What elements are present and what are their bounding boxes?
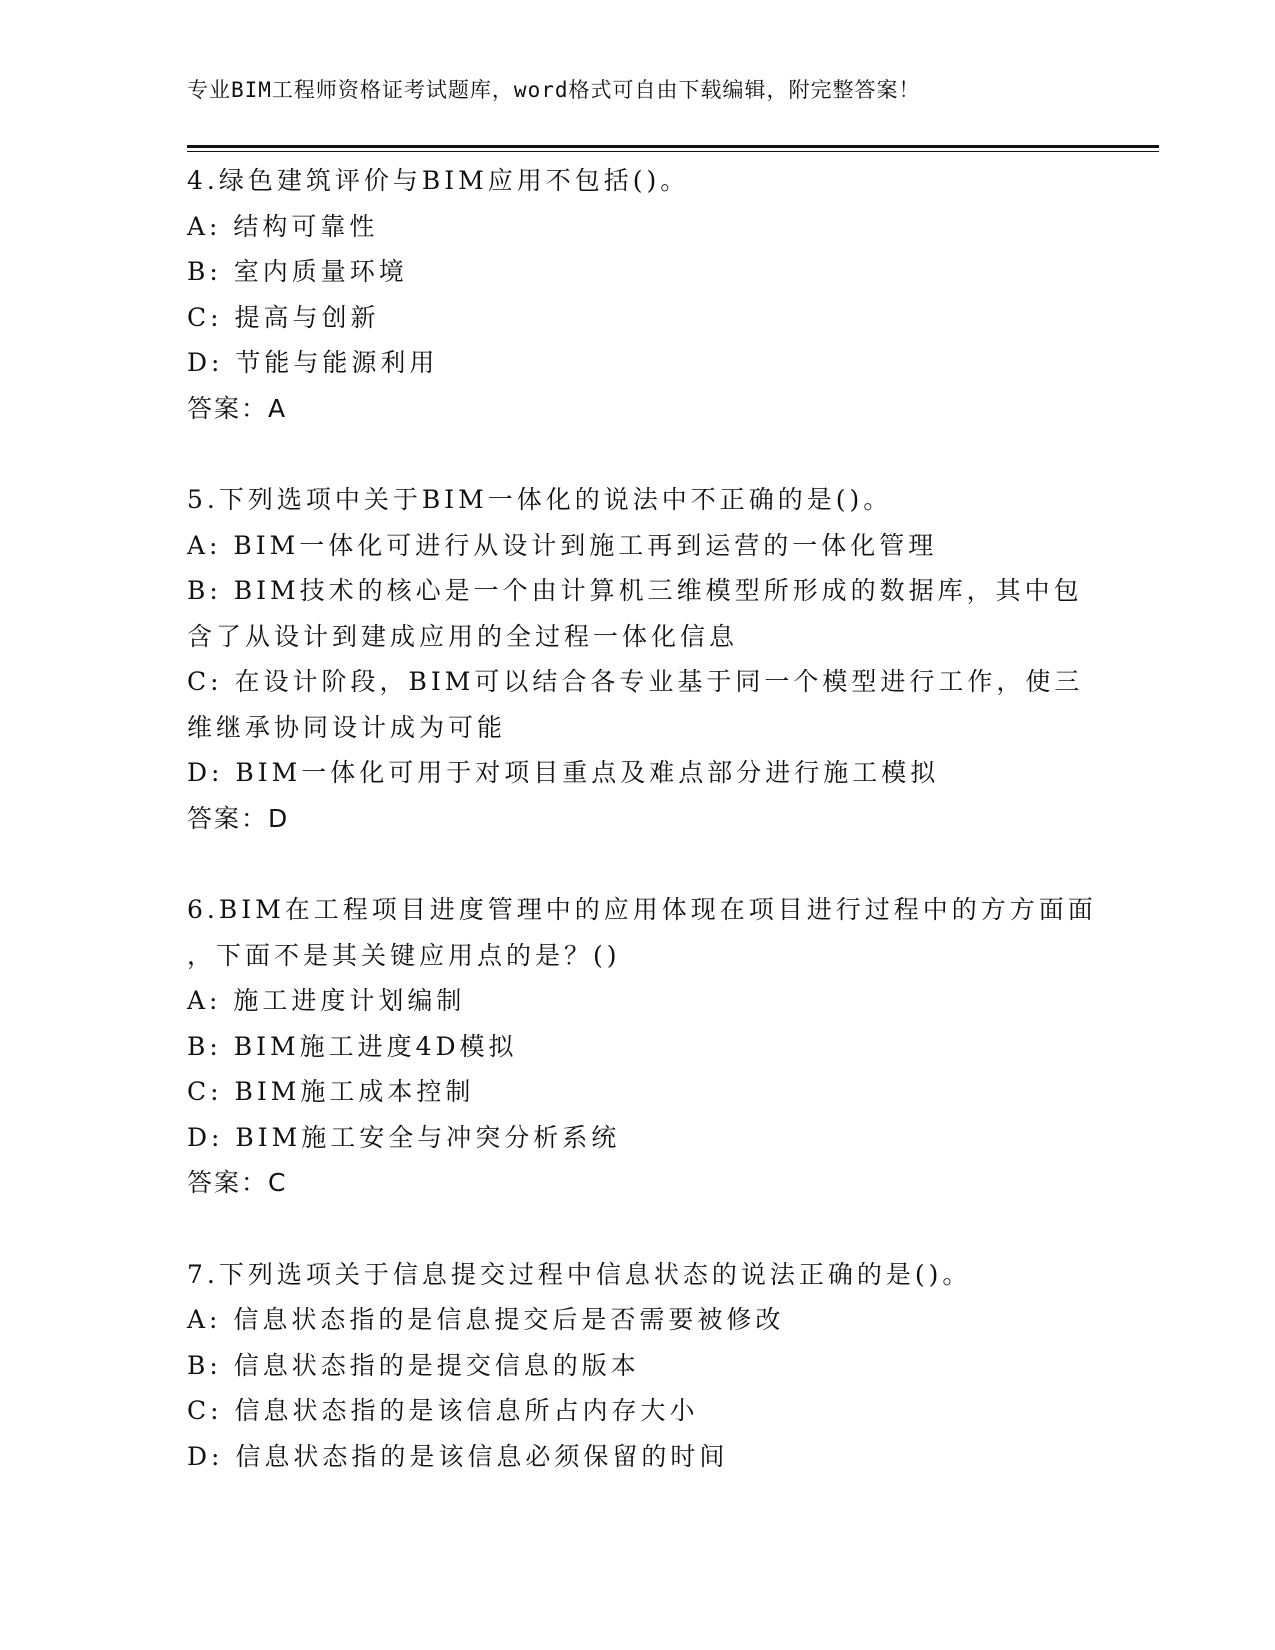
option-c: C: 提高与创新 [187,302,380,332]
answer-line: 答案：D [187,803,290,833]
option-b-continued: 含了从设计到建成应用的全过程一体化信息 [187,621,739,651]
option-d: D: 信息状态指的是该信息必须保留的时间 [187,1441,729,1471]
option-c-continued: 维继承协同设计成为可能 [187,712,507,742]
option-a: A: 结构可靠性 [187,211,379,241]
page-header: 专业BIM工程师资格证考试题库，word格式可自由下载编辑，附完整答案！ [187,78,921,102]
question-4 [187,158,1087,431]
question-5 [187,477,1087,841]
answer-line: 答案：C [187,1168,288,1197]
option-b: B: 室内质量环境 [187,257,408,286]
option-b: B: BIM施工进度4D模拟 [187,1031,518,1061]
question-stem: 5.下列选项中关于BIM一体化的说法中不正确的是()。 [187,485,893,514]
option-d: D: 节能与能源利用 [187,348,439,377]
option-c: C: 信息状态指的是该信息所占内存大小 [187,1396,699,1425]
option-a: A: BIM一体化可进行从设计到施工再到运营的一体化管理 [187,530,938,560]
answer-line: 答案：A [187,393,288,423]
option-d: D: BIM一体化可用于对项目重点及难点部分进行施工模拟 [187,758,940,787]
question-list [187,158,1097,1525]
question-6 [187,887,1097,1206]
header-rule-thick [187,145,1159,148]
option-c: C: 在设计阶段，BIM可以结合各专业基于同一个模型进行工作，使三 [187,667,1084,696]
header-rule-thin [187,151,1159,152]
option-d: D: BIM施工安全与冲突分析系统 [187,1122,621,1152]
question-stem: 6.BIM在工程项目进度管理中的应用体现在项目进行过程中的方方面面 [187,895,1097,924]
option-b: B: 信息状态指的是提交信息的版本 [187,1350,640,1380]
question-stem: 4.绿色建筑评价与BIM应用不包括()。 [187,166,690,195]
option-c: C: BIM施工成本控制 [187,1077,475,1106]
option-a: A: 施工进度计划编制 [187,986,466,1015]
question-stem: 7.下列选项关于信息提交过程中信息状态的说法正确的是()。 [187,1259,972,1289]
option-b: B: BIM技术的核心是一个由计算机三维模型所形成的数据库，其中包 [187,576,1083,605]
question-7 [187,1252,1087,1480]
option-a: A: 信息状态指的是信息提交后是否需要被修改 [187,1305,785,1334]
question-stem-continued: ，下面不是其关键应用点的是？() [187,940,621,970]
